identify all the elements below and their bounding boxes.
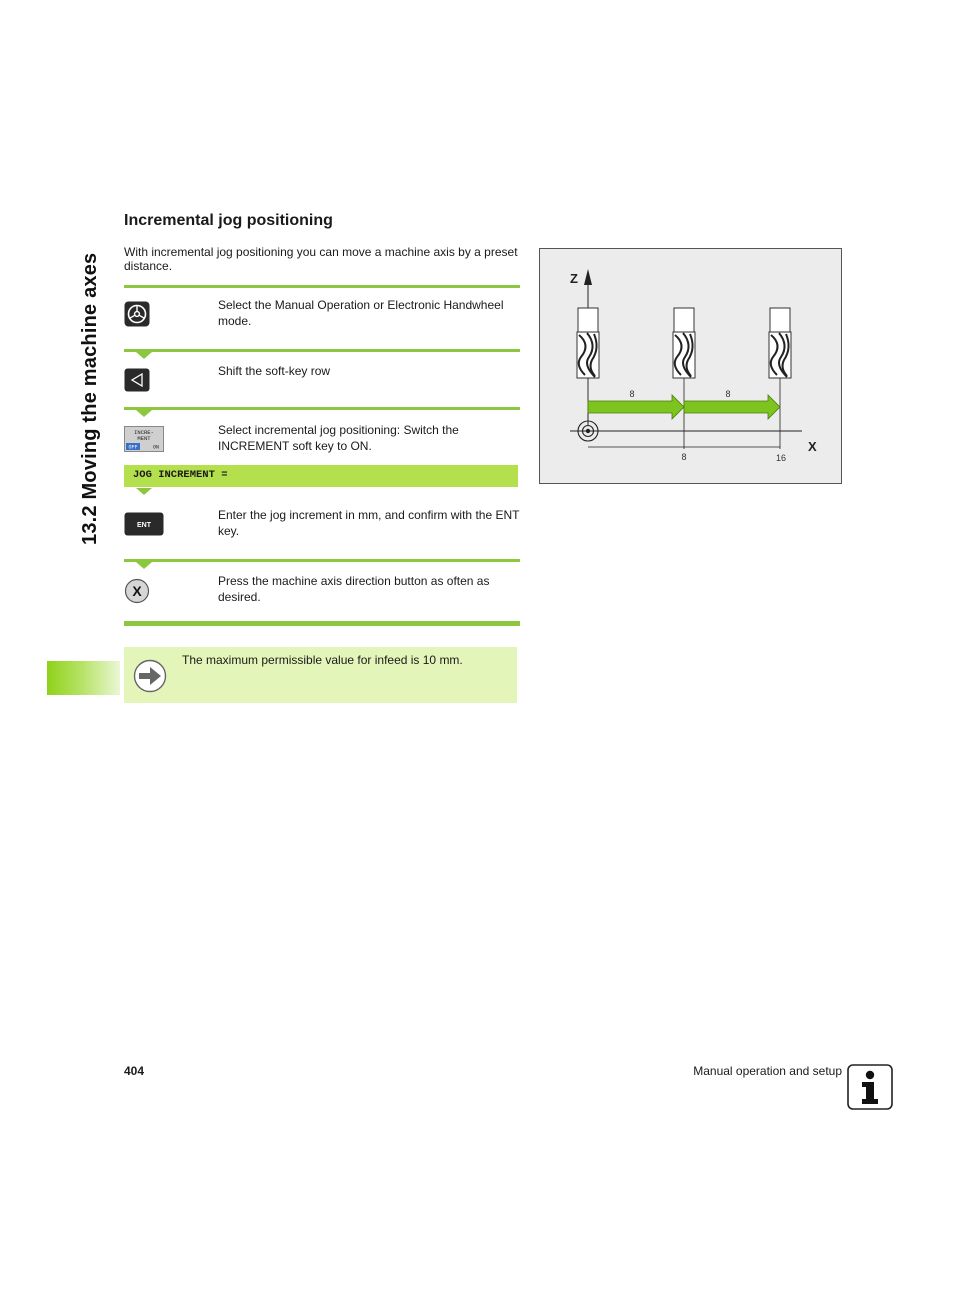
ent-key-graphic — [124, 512, 164, 536]
steering-wheel-key — [124, 301, 150, 332]
jog-increment-figure — [539, 248, 842, 484]
step-arrow-notch — [136, 410, 152, 417]
shift-softkey-row-key — [124, 368, 150, 397]
section-intro: With incremental jog positioning you can move a machine axis by a preset distance. — [124, 245, 518, 273]
x-axis-key-graphic — [124, 578, 150, 604]
step-3-text: Select incremental jog positioning: Switch the INCREMENT soft key to ON. — [218, 423, 459, 453]
info-icon — [847, 1064, 893, 1115]
note-arrow-icon — [132, 658, 168, 699]
axis-z-label: Z — [570, 271, 578, 286]
increment-softkey-graphic — [124, 426, 164, 452]
chapter-tab — [47, 661, 120, 695]
position-label: 16 — [775, 453, 787, 463]
chapter-title: 13.2 Moving the machine axes — [79, 252, 101, 545]
x-axis-key-label: X — [132, 583, 142, 599]
increment-softkey — [124, 426, 164, 457]
note-text: The maximum permissible value for infeed is 10 mm. — [182, 653, 463, 667]
end-mill-tool — [673, 308, 695, 378]
softkey-off: OFF — [128, 444, 138, 451]
step-arrow-notch — [136, 562, 152, 569]
step-arrow-notch — [136, 488, 152, 495]
chapter-title-vertical — [79, 215, 99, 545]
section-heading: Incremental jog positioning — [124, 212, 333, 229]
increment-arrow — [684, 395, 780, 419]
softkey-line2: MENT — [137, 435, 151, 442]
increment-arrow — [588, 395, 684, 419]
steering-wheel-icon — [124, 301, 150, 327]
step-2-text: Shift the soft-key row — [218, 364, 331, 378]
step-5-text: Press the machine axis direction button as often as desired. — [218, 574, 490, 604]
note-box — [124, 647, 517, 703]
softkey-on: ON — [152, 444, 160, 451]
softkey-line1: INCRE- — [134, 429, 154, 436]
increment-label: 8 — [629, 389, 635, 399]
x-axis-key — [124, 578, 150, 609]
page-number: 404 — [124, 1064, 145, 1078]
steps-end-bar — [124, 621, 520, 626]
ent-key — [124, 512, 164, 541]
axis-x-label: X — [808, 439, 817, 454]
step-separator — [124, 349, 520, 352]
footer-chapter-title: Manual operation and setup — [693, 1064, 842, 1078]
ent-key-label: ENT — [137, 522, 151, 529]
step-separator — [124, 285, 520, 288]
jog-increment-label: JOG INCREMENT = — [133, 469, 228, 481]
increment-label: 8 — [725, 389, 731, 399]
end-mill-tool — [577, 308, 599, 409]
end-mill-tool — [769, 308, 791, 378]
step-4-text: Enter the jog increment in mm, and confirm with the ENT key. — [218, 508, 520, 538]
step-separator — [124, 559, 520, 562]
step-1-text: Select the Manual Operation or Electronic Handwheel mode. — [218, 298, 504, 328]
step-separator — [124, 407, 520, 410]
figure-drawing — [540, 249, 841, 483]
position-label: 8 — [681, 452, 687, 462]
jog-increment-prompt — [124, 465, 518, 487]
step-arrow-notch — [136, 352, 152, 359]
triangle-left-icon — [124, 368, 150, 392]
